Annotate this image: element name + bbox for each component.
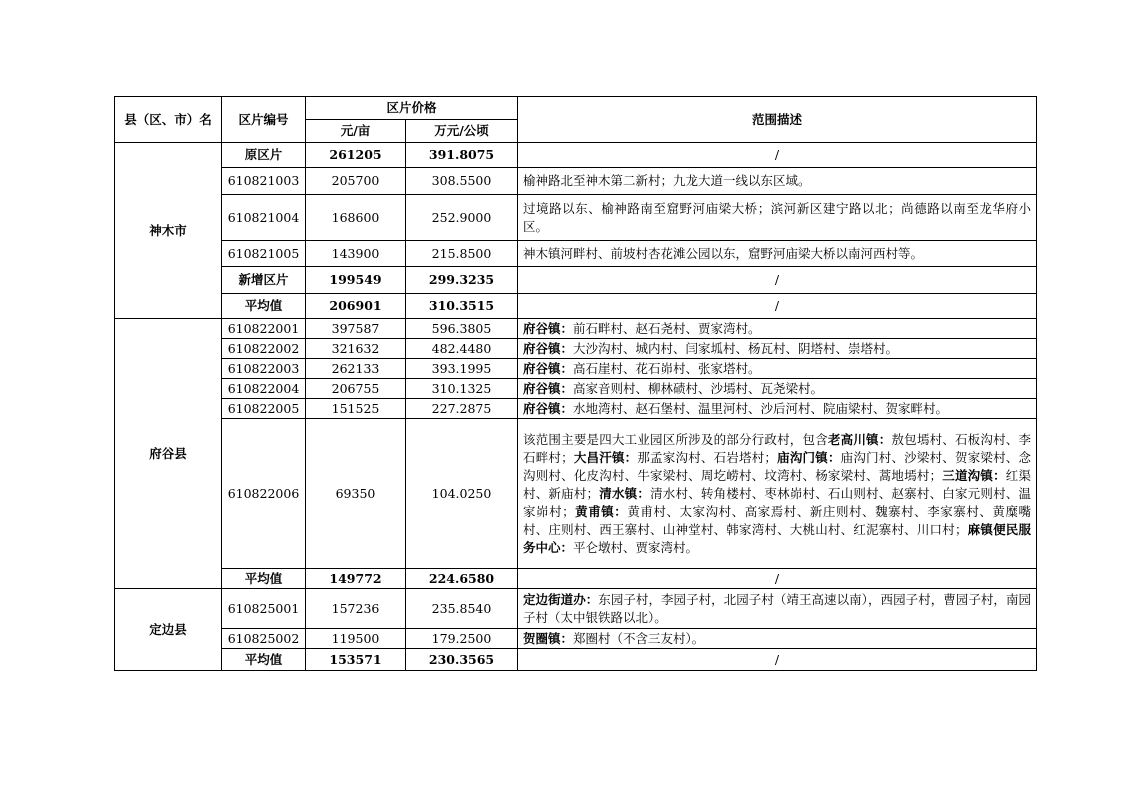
scope-text: /: [774, 147, 780, 162]
zone-code: 610822001: [222, 319, 306, 339]
town-name: 定边街道办：: [523, 591, 599, 607]
county-name: 神木市: [115, 143, 222, 319]
scope-text: /: [774, 570, 780, 586]
price-per-mu: 262133: [306, 359, 406, 379]
scope-description: [518, 267, 1037, 294]
table-row: [115, 294, 1037, 319]
zone-code: 原区片: [222, 143, 306, 168]
scope-text: 黄甫村、太家沟村、高家焉村、新庄则村、魏寨村、李家寨村、黄糜嘴村、庄则村、西王寨村、山神堂村、韩家湾村、大桃山村、红泥寨村、川口村；: [523, 503, 1031, 537]
zone-code: 平均值: [222, 649, 306, 671]
zone-code: 610821003: [222, 168, 306, 195]
table-row: [115, 241, 1037, 267]
price-per-hectare: 391.8075: [406, 143, 518, 168]
scope-description: [518, 569, 1037, 589]
price-per-mu: 151525: [306, 399, 406, 419]
price-per-hectare: 252.9000: [406, 195, 518, 241]
header-county: 县（区、市）名: [115, 97, 222, 143]
county-name: 定边县: [115, 589, 222, 671]
scope-description: [518, 294, 1037, 319]
zone-code: 610821005: [222, 241, 306, 267]
scope-description: [518, 339, 1037, 359]
price-per-hectare: 104.0250: [406, 419, 518, 569]
scope-description: [518, 419, 1037, 569]
price-per-mu: 206755: [306, 379, 406, 399]
price-per-mu: 199549: [306, 267, 406, 294]
table-row: [115, 267, 1037, 294]
price-per-mu: 206901: [306, 294, 406, 319]
price-per-mu: 321632: [306, 339, 406, 359]
price-per-mu: 157236: [306, 589, 406, 629]
price-per-hectare: 310.1325: [406, 379, 518, 399]
table-row: [115, 379, 1037, 399]
town-name: 府谷镇：: [523, 340, 574, 356]
table-row: [115, 195, 1037, 241]
price-per-hectare: 393.1995: [406, 359, 518, 379]
zone-code: 610822002: [222, 339, 306, 359]
table-body: [115, 143, 1037, 671]
table-row: [115, 629, 1037, 649]
price-per-hectare: 230.3565: [406, 649, 518, 671]
town-name: 府谷镇：: [523, 380, 574, 396]
scope-text: 红渠村、新庙村；: [523, 467, 1031, 501]
scope-description: [518, 168, 1037, 195]
table-header: [115, 97, 1037, 143]
zone-code: 610822006: [222, 419, 306, 569]
scope-description: [518, 649, 1037, 671]
town-name: 清水镇：: [599, 485, 651, 501]
table-row: [115, 589, 1037, 629]
price-per-mu: 119500: [306, 629, 406, 649]
scope-text: 高家音则村、柳林碛村、沙墕村、瓦尧梁村。: [573, 380, 824, 396]
zone-code: 平均值: [222, 294, 306, 319]
table-row: [115, 649, 1037, 671]
scope-description: [518, 379, 1037, 399]
zone-code: 610822005: [222, 399, 306, 419]
scope-text: 该范围主要是四大工业园区所涉及的部分行政村，包含: [523, 431, 828, 447]
zone-code: 610825001: [222, 589, 306, 629]
scope-text: /: [774, 651, 780, 667]
town-name: 府谷镇：: [523, 360, 574, 376]
scope-description: [518, 359, 1037, 379]
price-per-hectare: 235.8540: [406, 589, 518, 629]
table-row: [115, 339, 1037, 359]
scope-description: [518, 629, 1037, 649]
table-row: [115, 319, 1037, 339]
price-per-hectare: 310.3515: [406, 294, 518, 319]
table-row: [115, 359, 1037, 379]
land-price-table: [114, 96, 1037, 671]
price-per-mu: 397587: [306, 319, 406, 339]
scope-text: /: [774, 272, 780, 287]
zone-code: 610822004: [222, 379, 306, 399]
scope-description: [518, 399, 1037, 419]
county-name: 府谷县: [115, 319, 222, 589]
zone-code: 610825002: [222, 629, 306, 649]
scope-text: 东园子村，李园子村，北园子村（靖王高速以南），西园子村，曹园子村，南园子村（太中银铁路以北）。: [523, 591, 1031, 625]
scope-text: 神木镇河畔村、前坡村杏花滩公园以东，窟野河庙梁大桥以南河西村等。: [523, 245, 924, 261]
town-name: 大昌汗镇：: [573, 449, 638, 465]
header-zone-code: 区片编号: [222, 97, 306, 143]
price-per-mu: 205700: [306, 168, 406, 195]
scope-text: 平仑墩村、贾家湾村。: [573, 539, 699, 555]
scope-text: 过境路以东、榆神路南至窟野河庙梁大桥；滨河新区建宁路以北；尚德路以南至龙华府小区。: [523, 200, 1032, 234]
scope-description: [518, 589, 1037, 629]
table-row: [115, 399, 1037, 419]
price-per-hectare: 482.4480: [406, 339, 518, 359]
town-name: 三道沟镇：: [942, 467, 1006, 483]
price-per-hectare: 215.8500: [406, 241, 518, 267]
scope-text: 高石崖村、花石峁村、张家塔村。: [573, 360, 761, 376]
price-per-hectare: 299.3235: [406, 267, 518, 294]
table-row: [115, 168, 1037, 195]
price-per-hectare: 596.3805: [406, 319, 518, 339]
table-row: [115, 419, 1037, 569]
zone-code: 平均值: [222, 569, 306, 589]
scope-text: 大沙沟村、城内村、闫家坬村、杨瓦村、阴塔村、崇塔村。: [573, 340, 899, 356]
price-per-mu: 143900: [306, 241, 406, 267]
price-per-hectare: 227.2875: [406, 399, 518, 419]
price-per-mu: 153571: [306, 649, 406, 671]
header-per-mu: 元/亩: [306, 120, 406, 143]
town-name: 府谷镇：: [523, 320, 574, 336]
scope-description: [518, 319, 1037, 339]
scope-text: /: [774, 298, 780, 313]
header-per-hectare: 万元/公顷: [406, 120, 518, 143]
header-price: 区片价格: [306, 97, 518, 120]
town-name: 贺圈镇：: [523, 630, 574, 646]
price-per-hectare: 224.6580: [406, 569, 518, 589]
header-scope: 范围描述: [518, 97, 1037, 143]
zone-code: 610822003: [222, 359, 306, 379]
zone-code: 新增区片: [222, 267, 306, 294]
town-name: 黄甫镇：: [574, 503, 628, 519]
zone-code: 610821004: [222, 195, 306, 241]
scope-text: 敖包墕村、石板沟村、李石畔村；: [523, 431, 1031, 465]
scope-text: 榆神路北至神木第二新村；九龙大道一线以东区域。: [523, 173, 811, 188]
town-name: 麻镇便民服务中心：: [523, 521, 1031, 555]
scope-text: 前石畔村、赵石尧村、贾家湾村。: [573, 320, 761, 336]
scope-text: 郑圈村（不含三友村）。: [573, 630, 705, 646]
scope-text: 水地湾村、赵石堡村、温里河村、沙后河村、院庙梁村、贺家畔村。: [573, 400, 949, 416]
town-name: 庙沟门镇：: [776, 449, 841, 465]
scope-description: [518, 195, 1037, 241]
price-per-mu: 261205: [306, 143, 406, 168]
price-per-mu: 168600: [306, 195, 406, 241]
table-row: [115, 143, 1037, 168]
town-name: 府谷镇：: [523, 400, 574, 416]
scope-text: 庙沟门村、沙梁村、贺家梁村、念沟则村、化皮沟村、牛家梁村、周圪崂村、坟湾村、杨家梁村、蒿地墕村；: [523, 449, 1032, 483]
price-per-hectare: 179.2500: [406, 629, 518, 649]
table-row: [115, 569, 1037, 589]
scope-text: 那孟家沟村、石岩塔村；: [637, 449, 777, 465]
price-per-mu: 149772: [306, 569, 406, 589]
scope-description: [518, 241, 1037, 267]
price-per-mu: 69350: [306, 419, 406, 569]
scope-description: [518, 143, 1037, 168]
price-per-hectare: 308.5500: [406, 168, 518, 195]
scope-text: 清水村、转角楼村、枣林峁村、石山则村、赵寨村、白家元则村、温家峁村；: [523, 485, 1031, 519]
town-name: 老高川镇：: [827, 431, 892, 447]
